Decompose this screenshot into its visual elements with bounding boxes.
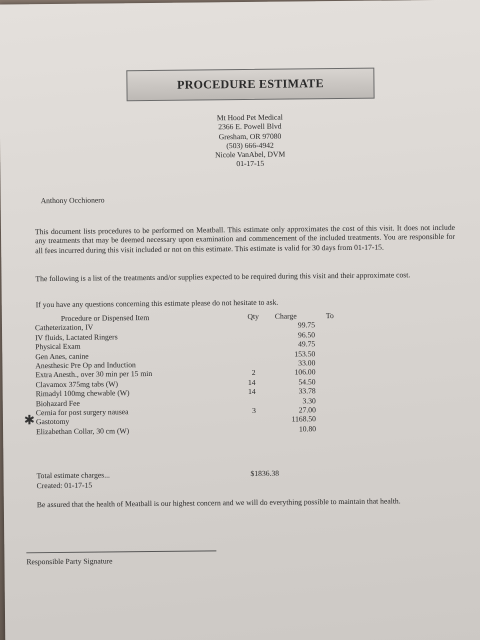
header-qty: Qty	[247, 311, 259, 321]
row-qty: 14	[248, 387, 256, 397]
intro-paragraph: This document lists procedures to be performed on Meatball. This estimate only approximates the cost of this visit. It does not include any treatments that may be deemed necessary upon examination and commencement of the included treatments. You are responsible for all fees incurred during this visit included or not on this estimate. This estimate is valid for 30 days from 01-17-15.	[34, 222, 456, 256]
client-name: Anthony Occhionero	[40, 195, 105, 206]
row-qty: 2	[251, 368, 256, 378]
row-charge: 10.80	[298, 423, 317, 434]
row-charge: 49.75	[298, 339, 316, 349]
header-to: To	[325, 311, 334, 321]
row-item: Biohazard Fee	[35, 398, 80, 408]
row-charge: 54.50	[298, 377, 316, 387]
row-item: Rimadyl 100mg chewable (W)	[35, 388, 130, 399]
handwritten-asterisk-icon: ✱	[23, 412, 35, 428]
questions-text: If you have any questions concerning this estimate please do not hesitate to ask.	[35, 297, 279, 310]
signature-label: Responsible Party Signature	[26, 556, 113, 567]
row-charge: 106.00	[294, 367, 316, 377]
table-row	[36, 424, 356, 437]
row-charge: 1168.50	[291, 414, 317, 424]
row-charge: 33.78	[298, 386, 316, 396]
clinic-info	[150, 112, 351, 170]
row-item: Physical Exam	[35, 341, 81, 352]
row-item: Gastotomy	[35, 417, 70, 427]
row-charge: 27.00	[298, 405, 316, 415]
row-item: Elizabethan Collar, 30 cm (W)	[36, 425, 130, 436]
row-charge: 33.00	[298, 358, 316, 368]
estimate-table	[23, 311, 356, 436]
clinic-city: Gresham, OR 97080	[218, 131, 282, 141]
closing-paragraph: Be assured that the health of Meatball is our highest concern and we will do everything possible to maintain that health.	[36, 496, 401, 510]
signature-line[interactable]	[26, 550, 216, 553]
clinic-doctor: Nicole VanAbel, DVM	[215, 149, 286, 160]
clinic-phone: (503) 666-4942	[226, 140, 274, 151]
row-item: Cernia for post surgery nausea	[35, 407, 129, 418]
row-charge: 96.50	[297, 330, 316, 340]
clinic-date: 01-17-15	[236, 159, 265, 169]
table-body	[23, 320, 356, 436]
row-item: Clavamox 375mg tabs (W)	[35, 379, 119, 389]
row-item: IV fluids, Lactated Ringers	[35, 332, 118, 342]
row-charge: 3.30	[302, 395, 316, 405]
header-item: Procedure or Dispensed Item	[60, 313, 150, 323]
total-value: $1836.38	[250, 468, 280, 478]
list-intro-paragraph: The following is a list of the treatments and/or supplies expected to be required during this visit and their approximate cost.	[35, 270, 411, 284]
clinic-street: 2366 E. Powell Blvd	[218, 121, 282, 132]
clinic-name: Mt Hood Pet Medical	[216, 112, 283, 123]
row-item: Catheterization, IV	[34, 322, 94, 333]
row-qty: 3	[252, 405, 256, 415]
document-title: PROCEDURE ESTIMATE	[126, 68, 374, 102]
row-item: Extra Anesth., over 30 min per 15 min	[35, 369, 153, 380]
row-charge: 99.75	[297, 320, 316, 330]
created-date: Created: 01-17-15	[36, 480, 93, 491]
row-item: Gen Anes, canine	[35, 351, 89, 361]
total-label: Total estimate charges...	[36, 470, 110, 481]
row-qty: 14	[247, 377, 256, 387]
header-charge: Charge	[274, 311, 297, 321]
row-item: Anesthesic Pre Op and Induction	[35, 360, 136, 371]
row-charge: 153.50	[294, 348, 316, 359]
